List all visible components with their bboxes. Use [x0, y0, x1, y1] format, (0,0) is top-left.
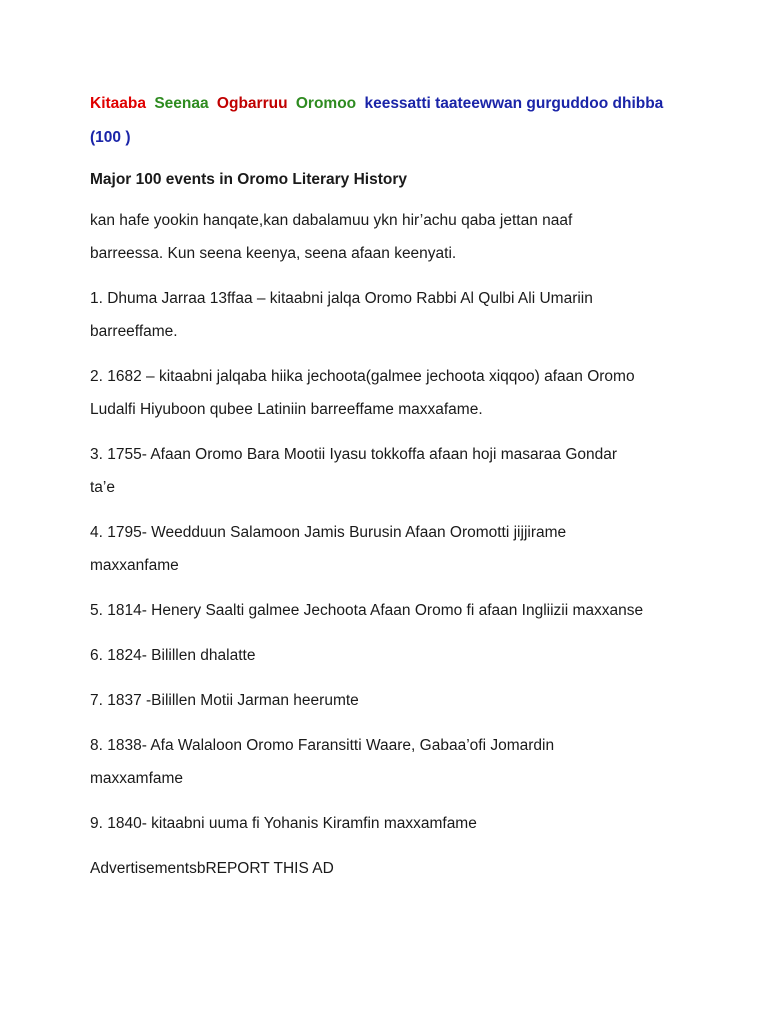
- document-page: [90, 92, 730, 885]
- list-item-line-1: 6. 1824- Bilillen dhalatte: [90, 647, 256, 664]
- list-item-line-2: maxxamfame: [90, 770, 184, 787]
- list-item: [90, 807, 730, 840]
- list-item: [90, 594, 730, 627]
- list-item: [90, 282, 730, 348]
- intro-line-2: barreessa. Kun seena keenya, seena afaan keenyati.: [90, 245, 457, 262]
- list-item-line-1: 3. 1755- Afaan Oromo Bara Mootii Iyasu tokkoffa afaan hoji masaraa Gondar: [90, 446, 618, 463]
- title-word-ogbarruu: Ogbarruu: [216, 95, 288, 112]
- list-item: [90, 360, 730, 426]
- list-item-line-2: ta’e: [90, 479, 115, 496]
- list-item-line-1: 5. 1814- Henery Saalti galmee Jechoota Afaan Oromo fi afaan Ingliizii maxxanse: [90, 602, 644, 619]
- intro-line-1: kan hafe yookin hanqate,kan dabalamuu ykn hir’achu qaba jettan naaf: [90, 212, 573, 229]
- title-word-seenaa: Seenaa: [154, 95, 209, 112]
- document-subtitle: Major 100 events in Oromo Literary History: [90, 171, 407, 188]
- title-count: (100 ): [90, 129, 131, 146]
- list-item: [90, 639, 730, 672]
- list-item-line-1: 9. 1840- kitaabni uuma fi Yohanis Kiramfin maxxamfame: [90, 815, 477, 832]
- list-item-line-1: 1. Dhuma Jarraa 13ffaa – kitaabni jalqa Oromo Rabbi Al Qulbi Ali Umariin: [90, 290, 593, 307]
- advertisement-report-link[interactable]: AdvertisementsbREPORT THIS AD: [90, 860, 334, 877]
- list-item-line-2: Ludalfi Hiyuboon qubee Latiniin barreeffame maxxafame.: [90, 401, 483, 418]
- intro-paragraph: [90, 204, 730, 270]
- list-item-line-1: 8. 1838- Afa Walaloon Oromo Faransitti Waare, Gabaa’ofi Jomardin: [90, 737, 555, 754]
- list-item: [90, 516, 730, 582]
- title-word-oromoo: Oromoo: [295, 95, 357, 112]
- list-item-line-1: 7. 1837 -Bilillen Motii Jarman heerumte: [90, 692, 359, 709]
- list-item-line-1: 4. 1795- Weedduun Salamoon Jamis Burusin Afaan Oromotti jijjirame: [90, 524, 567, 541]
- list-item: [90, 438, 730, 504]
- list-item-line-2: barreeffame.: [90, 323, 178, 340]
- list-item: [90, 684, 730, 717]
- list-item: [90, 729, 730, 795]
- document-title: [90, 92, 730, 116]
- title-word-kitaaba: Kitaaba: [90, 95, 146, 112]
- title-words-rest: keessatti taateewwan gurguddoo dhibba: [364, 95, 664, 112]
- list-item-line-1: 2. 1682 – kitaabni jalqaba hiika jechoota(galmee jechoota xiqqoo) afaan Oromo: [90, 368, 635, 385]
- list-item-line-2: maxxanfame: [90, 557, 179, 574]
